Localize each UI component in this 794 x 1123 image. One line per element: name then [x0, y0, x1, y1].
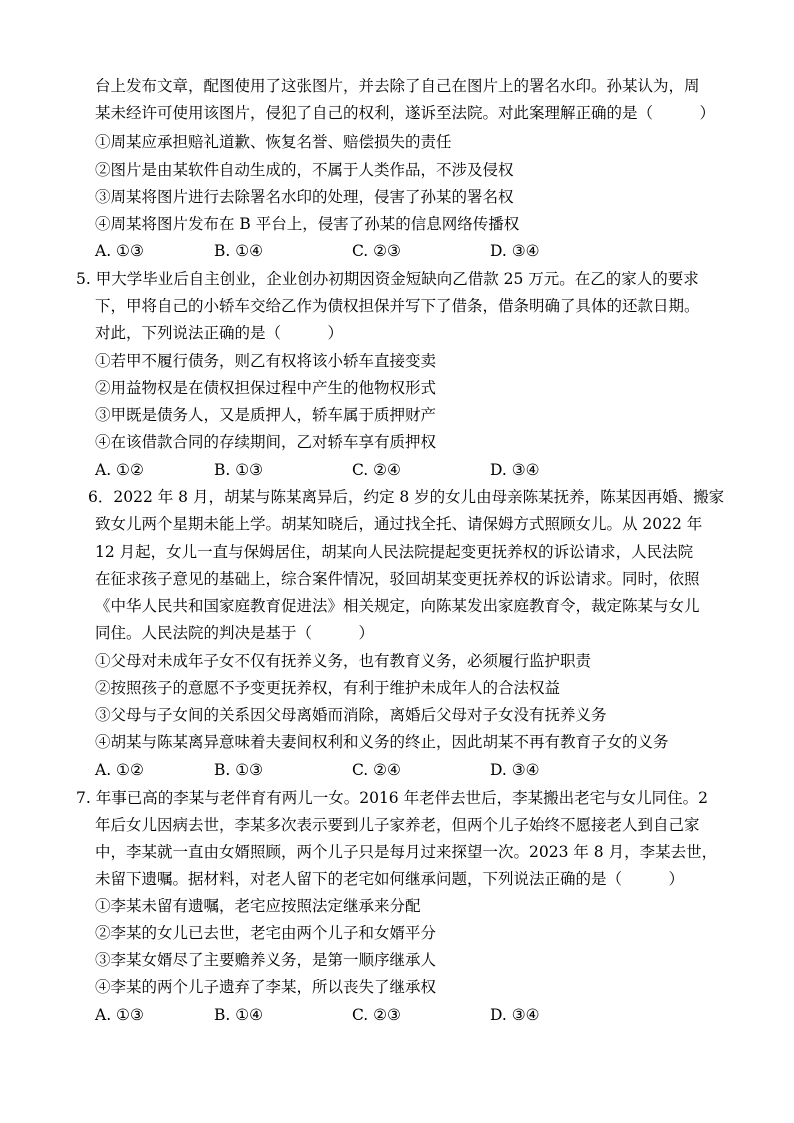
q6-option-a[interactable]: A. ①②: [95, 761, 144, 779]
q4-option-b[interactable]: B. ①④: [214, 242, 264, 260]
q4-option-d[interactable]: D. ③④: [490, 242, 540, 260]
q7-option-a[interactable]: A. ①③: [95, 1006, 144, 1024]
q7-options: [95, 1002, 695, 1029]
q4-option-a[interactable]: A. ①③: [95, 242, 144, 260]
q6-item-3: ③父母与子女间的关系因父母离婚而消除，离婚后父母对子女没有抚养义务: [95, 706, 607, 724]
q6-item-1: ①父母对未成年子女不仅有抚养义务，也有教育义务，必须履行监护职责: [95, 652, 592, 670]
q7-stem-line: 年后女儿因病去世，李某多次表示要到儿子家养老，但两个儿子始终不愿接老人到自己家: [95, 816, 700, 834]
q6-stem-line: 《中华人民共和国家庭教育促进法》相关规定，向陈某发出家庭教育令，裁定陈某与女儿: [95, 597, 700, 615]
q7-stem-line: 7. 年事已高的李某与老伴育有两儿一女。2016 年老伴去世后，李某搬出老宅与女儿同住。2: [76, 789, 708, 807]
q6-stem-line: 同住。人民法院的判决是基于（ ）: [95, 624, 375, 642]
q5-item-3: ③甲既是债务人，又是质押人，轿车属于质押财产: [95, 406, 437, 424]
q5-stem-line: 对此，下列说法正确的是（ ）: [95, 324, 344, 342]
q6-option-c[interactable]: C. ②④: [352, 761, 401, 779]
q5-item-1: ①若甲不履行债务，则乙有权将该小轿车直接变卖: [95, 352, 437, 370]
q6-stem-line: 在征求孩子意见的基础上，综合案件情况，驳回胡某变更抚养权的诉讼请求。同时，依照: [95, 570, 700, 588]
q7-option-c[interactable]: C. ②③: [352, 1006, 401, 1024]
q7-option-b[interactable]: B. ①④: [214, 1006, 264, 1024]
q4-stem-line: 某未经许可使用该图片，侵犯了自己的权利，遂诉至法院。对此案理解正确的是（ ）: [95, 104, 716, 122]
q7-item-2: ②李某的女儿已去世，老宅由两个儿子和女婿平分: [95, 924, 437, 942]
q5-item-4: ④在该借款合同的存续期间，乙对轿车享有质押权: [95, 433, 437, 451]
q7-item-3: ③李某女婿尽了主要赡养义务，是第一顺序继承人: [95, 951, 437, 969]
q5-stem-line: 下，甲将自己的小轿车交给乙作为债权担保并写下了借条，借条明确了具体的还款日期。: [95, 297, 700, 315]
q6-options: [95, 757, 695, 784]
q6-item-4: ④胡某与陈某离异意味着夫妻间权利和义务的终止，因此胡某不再有教育子女的义务: [95, 733, 669, 751]
q4-option-c[interactable]: C. ②③: [352, 242, 401, 260]
q6-stem-line: 致女儿两个星期未能上学。胡某知晓后，通过找全托、请保姆方式照顾女儿。从 2022 年: [95, 515, 703, 533]
q5-options: [95, 457, 695, 484]
q5-option-c[interactable]: C. ②④: [352, 461, 401, 479]
q5-option-d[interactable]: D. ③④: [490, 461, 540, 479]
q4-item-3: ③周某将图片进行去除署名水印的处理，侵害了孙某的署名权: [95, 188, 514, 206]
q5-option-a[interactable]: A. ①②: [95, 461, 144, 479]
q5-stem-line: 5. 甲大学毕业后自主创业，企业创办初期因资金短缺向乙借款 25 万元。在乙的家人的要求: [76, 270, 699, 288]
q7-option-d[interactable]: D. ③④: [490, 1006, 540, 1024]
q4-item-4: ④周某将图片发布在 B 平台上，侵害了孙某的信息网络传播权: [95, 215, 520, 233]
q7-stem-line: 中，李某就一直由女婿照顾，两个儿子只是每月过来探望一次。2023 年 8 月，李某去世，: [95, 843, 718, 861]
q5-option-b[interactable]: B. ①③: [214, 461, 264, 479]
q7-stem-line: 未留下遗嘱。据材料，对老人留下的老宅如何继承问题，下列说法正确的是（ ）: [95, 870, 685, 888]
q4-options: [95, 238, 695, 265]
q6-stem-line: 12 月起，女儿一直与保姆居住，胡某向人民法院提起变更抚养权的诉讼请求，人民法院: [95, 543, 694, 561]
q4-item-1: ①周某应承担赔礼道歉、恢复名誉、赔偿损失的责任: [95, 133, 452, 151]
q5-item-2: ②用益物权是在债权担保过程中产生的他物权形式: [95, 379, 437, 397]
q4-stem-line: 台上发布文章，配图使用了这张图片，并去除了自己在图片上的署名水印。孙某认为，周: [95, 77, 700, 95]
q7-item-4: ④李某的两个儿子遗弃了李某，所以丧失了继承权: [95, 978, 437, 996]
q6-option-d[interactable]: D. ③④: [490, 761, 540, 779]
q6-item-2: ②按照孩子的意愿不予变更抚养权，有利于维护未成年人的合法权益: [95, 679, 561, 697]
q6-stem-line: 6．2022 年 8 月，胡某与陈某离异后，约定 8 岁的女儿由母亲陈某抚养，陈某因再婚、搬家: [88, 488, 725, 506]
q7-item-1: ①李某未留有遗嘱，老宅应按照法定继承来分配: [95, 897, 421, 915]
q4-item-2: ②图片是由某软件自动生成的，不属于人类作品，不涉及侵权: [95, 161, 514, 179]
q6-option-b[interactable]: B. ①③: [214, 761, 264, 779]
